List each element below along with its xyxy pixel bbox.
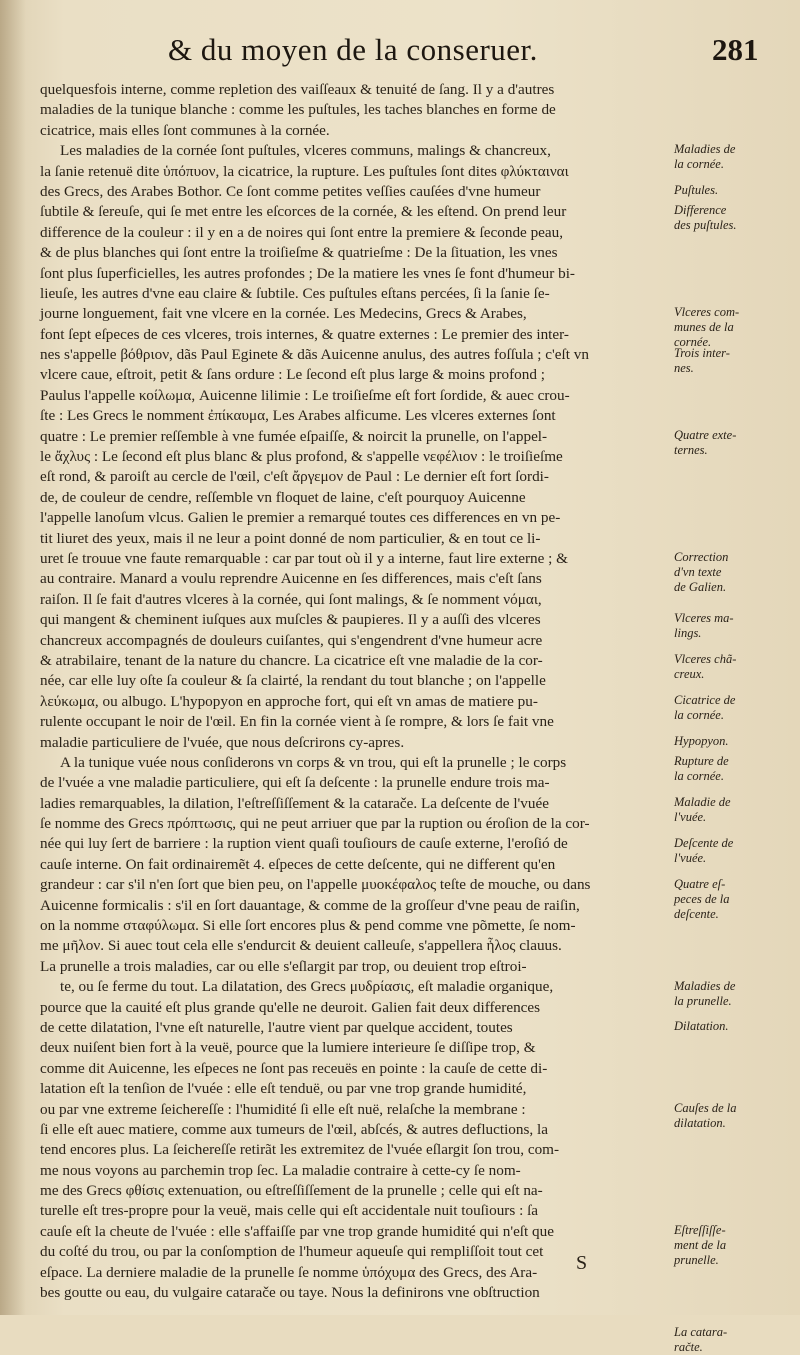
margin-note-line: prunelle. (674, 1253, 719, 1268)
text-line: lieuſe, les autres d'vne eau claire & ſubtile. Ces puſtules eſtans percées, ſi la ſanie ſe- (40, 284, 550, 302)
text-line: la ſanie retenuë dite ὑπόπυον, la cicatrice, la rupture. Les puſtules ſont dites φλύκταιναι (40, 162, 569, 180)
margin-note-line: Maladies de (674, 142, 736, 157)
text-line: tit liuret des yeux, mais il ne leur a point donné de nom particulier, & en tout ce li- (40, 529, 541, 547)
text-line: on la nomme σταφύλωμα. Si elle ſort encores plus & pend comme vne põmette, ſe nom- (40, 917, 576, 935)
text-line: eſt rond, & paroiſt au cercle de l'œil, c'eſt ἄργεμον de Paul : Le dernier eſt fort ſordi- (40, 468, 549, 486)
margin-note (674, 1101, 792, 1131)
margin-note-line: Quatre eſ- (674, 876, 726, 891)
margin-note-line: peces de la (674, 891, 730, 906)
text-line: née qui luy ſert de barriere : la ruption vient quaſi touſiours de cauſe externe, l'eroſió de (40, 835, 568, 853)
margin-note (674, 142, 792, 172)
text-line: raiſon. Il ſe fait d'autres vlceres à la cornée, qui ſont malings, & ſe nomment νόμαι, (40, 590, 542, 608)
signature-mark: S (576, 1252, 588, 1274)
margin-note-line: nes. (674, 361, 694, 376)
text-line: cauſe eſt la cheute de l'vuée : elle s'affaiſſe par vne trop grande humidité qui n'eſt que (40, 1222, 554, 1240)
margin-note-line: de Galien. (674, 580, 727, 595)
main-text-column (40, 80, 672, 1303)
text-line: pource que la cauité eſt plus grande qu'elle ne deuroit. Galien fait deux differences (40, 998, 541, 1016)
margin-note-line: Rupture de (674, 754, 729, 769)
text-line: turelle eſt tres-propre pour la veuë, mais celle qui eſt accidentale nuit touſiours : ſa (40, 1202, 539, 1220)
text-line: nes s'appelle βόθριον, dãs Paul Eginete & dãs Auicenne anulus, des autres foſſula ; c'eſt vn (40, 346, 589, 364)
text-line: uret ſe trouue vne faute remarquable : car par tout où il y a interne, faut lire externe ; & (40, 549, 568, 567)
text-line: née, car elle luy oſte ſa couleur & ſa clairté, la rendant du tout blanche ; on l'appelle (40, 672, 546, 690)
margin-note-line: Difference (674, 203, 727, 218)
page-number: 281 (712, 32, 759, 67)
margin-note-line: ternes. (674, 442, 708, 457)
margin-note (674, 877, 792, 922)
text-line: ſte : Les Grecs le nomment ἐπίκαυμα, Les Arabes alficume. Les vlceres externes ſont (40, 407, 556, 425)
margin-note-line: l'vuée. (674, 850, 707, 865)
margin-note-line: Vlceres com- (674, 305, 740, 320)
margin-note-line: la prunelle. (674, 993, 732, 1008)
text-line: latation eſt la tenſion de l'vuée : elle eſt tenduë, ou par vne trop grande humidité, (40, 1080, 527, 1098)
margin-note (674, 428, 792, 458)
margin-note-line: d'vn texte (674, 565, 722, 580)
text-line: Les maladies de la cornée ſont puſtules, vlceres communs, malings & chancreux, (60, 142, 551, 160)
margin-note-line: La catara- (674, 1325, 728, 1340)
text-line: l'appelle lanoſum vlcus. Galien le premier a remarqué toutes ces differences en vn pe- (40, 509, 561, 527)
margin-note-line: cornée. (674, 335, 712, 350)
text-line: eſpace. La derniere maladie de la prunelle ſe nomme ὑπόχυμα des Grecs, des Ara- (40, 1263, 538, 1281)
text-line: difference de la couleur : il y en a de noires qui ſont entre la premiere & ſeconde peau, (40, 223, 564, 241)
text-line: La prunelle a trois maladies, car ou elle s'eſlargit par trop, ou deuient trop eſtroi- (40, 957, 527, 975)
margin-note-line: deſcente. (674, 906, 719, 921)
margin-note (674, 346, 792, 376)
running-title: & du moyen de la conseruer. (168, 32, 538, 67)
margin-note (674, 836, 792, 866)
margin-note-line: ment de la (674, 1238, 727, 1253)
text-line: des Grecs, des Arabes Bothor. Ce ſont comme petites veſſies cauſées d'vne humeur (40, 182, 541, 200)
text-line: λεύκωμα, ou albugo. L'hypopyon en approche fort, qui eſt vn amas de matiere pu- (40, 692, 538, 710)
text-line: quelquesfois interne, comme repletion des vaiſſeaux & tenuité de ſang. Il y a d'autres (40, 81, 555, 98)
text-line: ladies remarquables, la dilation, l'eſtreſſiſſement & la catarače. La deſcente de l'vuée (40, 794, 549, 812)
text-line: me μῆλον. Si auec tout cela elle s'endurcit & deuient calleuſe, s'appellera ἧλος clauus. (40, 937, 562, 955)
margin-note-line: Maladie de (674, 795, 731, 809)
margin-note (674, 1223, 792, 1268)
margin-note (674, 795, 792, 825)
margin-note (674, 305, 792, 350)
text-line: journe longuement, fait vne vlcere en la cornée. Les Medecins, Grecs & Arabes, (40, 305, 527, 323)
margin-note-line: Cauſes de la (674, 1101, 737, 1115)
text-line: maladie particuliere de l'vuée, que nous deſcrirons cy-apres. (40, 733, 405, 751)
margin-note-line: Puſtules. (674, 183, 719, 197)
running-header (0, 32, 800, 80)
text-line: ſont plus ſuperficielles, les autres profondes ; De la matiere les vnes ſe font d'humeur bi- (40, 264, 575, 282)
margin-note-line: Deſcente de (674, 835, 734, 850)
text-line: de cette dilatation, l'vne eſt naturelle, l'autre vient par quelque accident, toutes (40, 1018, 513, 1036)
text-line: grandeur : car s'il n'en ſort que bien peu, on l'appelle μυοκέφαλος teſte de mouche, ou dans (40, 876, 591, 894)
text-line: de l'vuée a vne maladie particuliere, qui eſt ſa deſcente : la prunelle endure trois ma- (40, 774, 550, 792)
text-line: qui mangent & cheminent iuſques aux muſcles & paupieres. Il y a auſſi des vlceres (40, 611, 541, 629)
text-line: vlcere caue, eſtroit, petit & ſans ordure : Le ſecond eſt plus large & moins profond ; (40, 366, 545, 384)
text-line: & atrabilaire, tenant de la nature du chancre. La cicatrice eſt vne maladie de la cor- (40, 651, 543, 669)
margin-note-line: Eſtreſſiſſe- (674, 1223, 726, 1238)
text-line: A la tunique vuée nous conſiderons vn corps & vn trou, qui eſt la prunelle ; le corps (60, 753, 567, 771)
margin-note (674, 754, 792, 784)
margin-note-line: Vlceres chã- (674, 652, 737, 667)
margin-note-line: Trois inter- (674, 346, 730, 361)
margin-note-line: la cornée. (674, 708, 724, 722)
margin-note (674, 979, 792, 1009)
margin-note-line: la cornée. (674, 769, 724, 784)
text-line: chancreux accompagnés de douleurs cuiſantes, qui s'engendrent d'vne humeur acre (40, 631, 543, 649)
margin-note-line: Hypopyon. (674, 733, 729, 748)
margin-note (674, 611, 792, 641)
margin-note (674, 1019, 792, 1034)
text-line: tend encores plus. La ſeichereſſe retirãt les extremitez de l'vuée eſlargit ſon trou, com- (40, 1141, 560, 1159)
margin-note-line: Maladies de (674, 978, 736, 993)
text-line: cauſe interne. On fait ordinairemẽt 4. eſpeces de cette deſcente, qui ne different qu'en (40, 855, 556, 873)
margin-note (674, 652, 792, 682)
text-line: Paulus l'appelle κοίλωμα, Auicenne lilimie : Le troiſieſme eſt fort ſordide, & auec crou- (40, 386, 570, 404)
text-line: me des Grecs φθίσις extenuation, ou eſtreſſiſſement de la prunelle ; celle qui eſt na- (40, 1182, 543, 1200)
margin-note (674, 550, 792, 595)
margin-note-line: Dilatation. (674, 1019, 729, 1034)
text-line: le ἄχλυς : Le ſecond eſt plus blanc & plus profond, & s'appelle νεφέλιον : le troiſieſme (40, 448, 563, 466)
text-line: ſe nomme des Grecs πρόπτωσις, qui ne peut arriuer que par la ruption ou éroſion de la cor- (40, 815, 590, 833)
margin-note-line: munes de la (674, 320, 734, 335)
text-line: me nous voyons au parchemin trop ſec. La maladie contraire à cette-cy ſe nom- (40, 1161, 521, 1179)
text-line: au contraire. Manard a voulu reprendre Auicenne en ſes differences, mais c'eſt ſans (40, 570, 542, 588)
margin-note (674, 693, 792, 723)
margin-note (674, 203, 792, 233)
text-line: ſubtile & ſereuſe, qui ſe met entre les eſcorces de la cornée, & les eſtend. On prend leur (40, 203, 567, 221)
text-line: maladies de la tunique blanche : comme les puſtules, les taches blanches en forme de (40, 101, 556, 119)
margin-note (674, 734, 792, 749)
margin-note (674, 183, 792, 198)
margin-note (674, 1325, 792, 1355)
margin-note-line: Quatre exte- (674, 427, 737, 442)
margin-note-line: račte. (674, 1340, 703, 1355)
margin-note-line: lings. (674, 626, 702, 641)
text-line: bes goutte ou eau, du vulgaire catarače ou taye. Nous la definirons vne obſtruction (40, 1284, 540, 1302)
margin-note-line: creux. (674, 667, 705, 682)
text-line: quatre : Le premier reſſemble à vne fumée eſpaiſſe, & noircit la prunelle, on l'appel- (40, 427, 548, 445)
text-line: comme dit Auicenne, les eſpeces ne ſont pas receuës en pointe : la cauſe de cette di- (40, 1059, 548, 1077)
text-line: du coſté du trou, ou par la conſomption de l'humeur aqueuſe qui rempliſſoit tout cet (40, 1243, 544, 1261)
text-line: & de plus blanches qui ſont entre la troiſieſme & quatrieſme : De la ſituation, les vnes (40, 244, 558, 262)
text-line: cicatrice, mais elles ſont communes à la cornée. (40, 121, 330, 139)
margin-note-line: dilatation. (674, 1116, 726, 1130)
text-line: te, ou ſe ferme du tout. La dilatation, des Grecs μυδρίασις, eſt maladie organique, (60, 978, 554, 996)
text-line: font ſept eſpeces de ces vlceres, trois internes, & quatre externes : Le premier des inter- (40, 325, 569, 343)
margin-note-line: l'vuée. (674, 810, 707, 824)
text-line: rulente occupant le noir de l'œil. En fin la cornée vient à ſe rompre, & lors ſe fait vne (40, 713, 554, 731)
text-line: deux nuiſent bien fort à la veuë, pource que la lumiere interieure ſe diſſipe trop, & (40, 1039, 536, 1057)
margin-note-line: la cornée. (674, 157, 724, 172)
margin-note-line: Cicatrice de (674, 693, 736, 707)
text-line: Auicenne formicalis : s'il en ſort dauantage, & comme de la groſſeur d'vne peau de raiſin, (40, 896, 580, 914)
text-line: de, de couleur de cendre, reſſemble vn floquet de laine, c'eſt pourquoy Auicenne (40, 488, 526, 506)
margin-note-line: des puſtules. (674, 218, 737, 233)
margin-note-line: Correction (674, 550, 729, 565)
gutter-shadow (0, 0, 26, 1315)
text-line: ou par vne extreme ſeichereſſe : l'humidité ſi elle eſt nuë, relaſche la membrane : (40, 1100, 526, 1118)
text-line: ſi elle eſt auec matiere, comme aux tumeurs de l'œil, abſcés, & autres defluctions, la (40, 1120, 548, 1138)
margin-note-line: Vlceres ma- (674, 611, 734, 626)
